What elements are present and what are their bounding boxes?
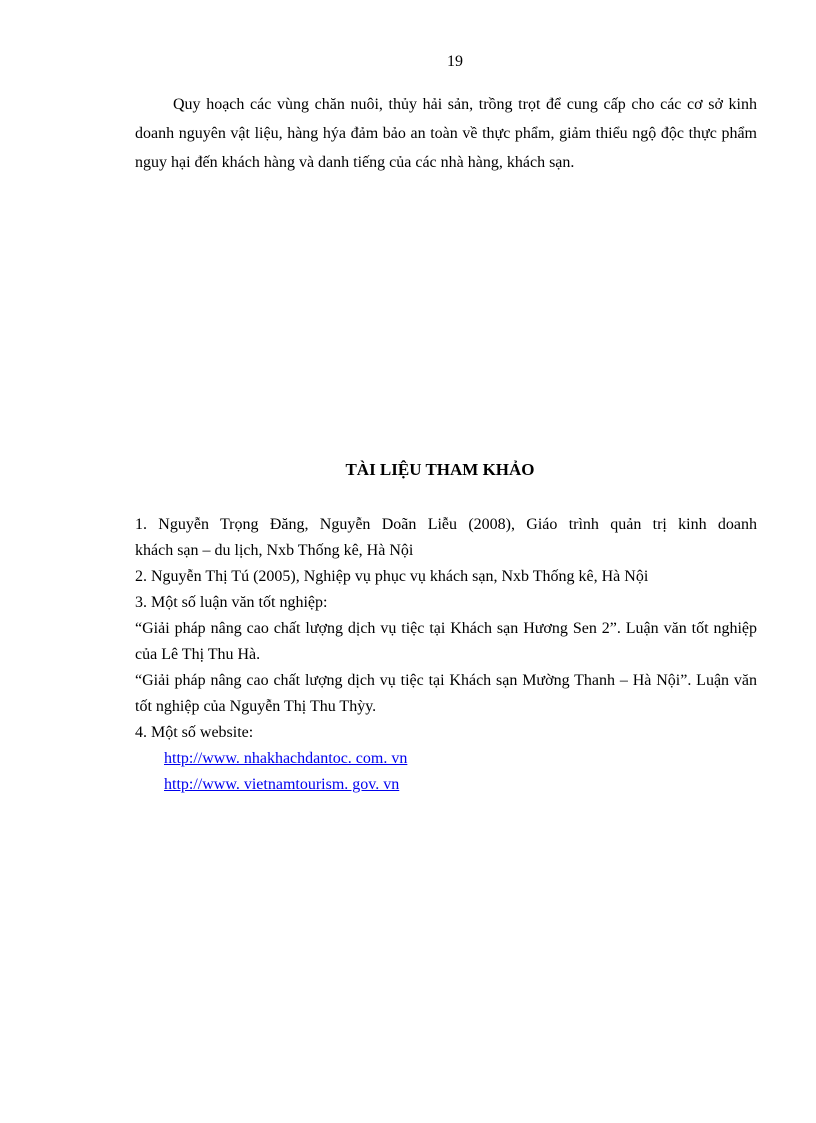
references-list (135, 512, 757, 798)
thesis-reference-2: “Giải pháp nâng cao chất lượng dịch vụ tiệc tại Khách sạn Mường Thanh – Hà Nội”. Luận văn tốt nghiệp của Nguyễn Thị Thu Thỳy. (135, 672, 757, 715)
reference-item-4: 4. Một số website: (135, 724, 254, 741)
website-link-nhakhachdantoc[interactable]: http://www. nhakhachdantoc. com. vn (164, 750, 408, 767)
reference-item-1-line-2: khách sạn – du lịch, Nxb Thống kê, Hà Nội (135, 542, 414, 559)
body-paragraph: Quy hoạch các vùng chăn nuôi, thủy hải sản, trồng trọt để cung cấp cho các cơ sở kinh doanh nguyên vật liệu, hàng hýa đảm bảo an toàn về thực phẩm, giảm thiểu ngộ độc thực phẩm nguy hại đến khách hàng và danh tiếng của các nhà hàng, khách sạn. (135, 96, 757, 171)
reference-item-3: 3. Một số luận văn tốt nghiệp: (135, 594, 328, 611)
reference-item-1-line-1: 1. Nguyễn Trọng Đăng, Nguyễn Doãn Liễu (2008), Giáo trình quản trị kinh doanh (135, 516, 757, 533)
thesis-reference-1: “Giải pháp nâng cao chất lượng dịch vụ tiệc tại Khách sạn Hương Sen 2”. Luận văn tốt nghiệp của Lê Thị Thu Hà. (135, 620, 757, 663)
references-title: TÀI LIỆU THAM KHẢO (345, 460, 535, 479)
website-link-vietnamtourism[interactable]: http://www. vietnamtourism. gov. vn (164, 776, 400, 793)
page-number: 19 (447, 53, 463, 70)
reference-item-2: 2. Nguyễn Thị Tú (2005), Nghiệp vụ phục vụ khách sạn, Nxb Thống kê, Hà Nội (135, 568, 649, 585)
